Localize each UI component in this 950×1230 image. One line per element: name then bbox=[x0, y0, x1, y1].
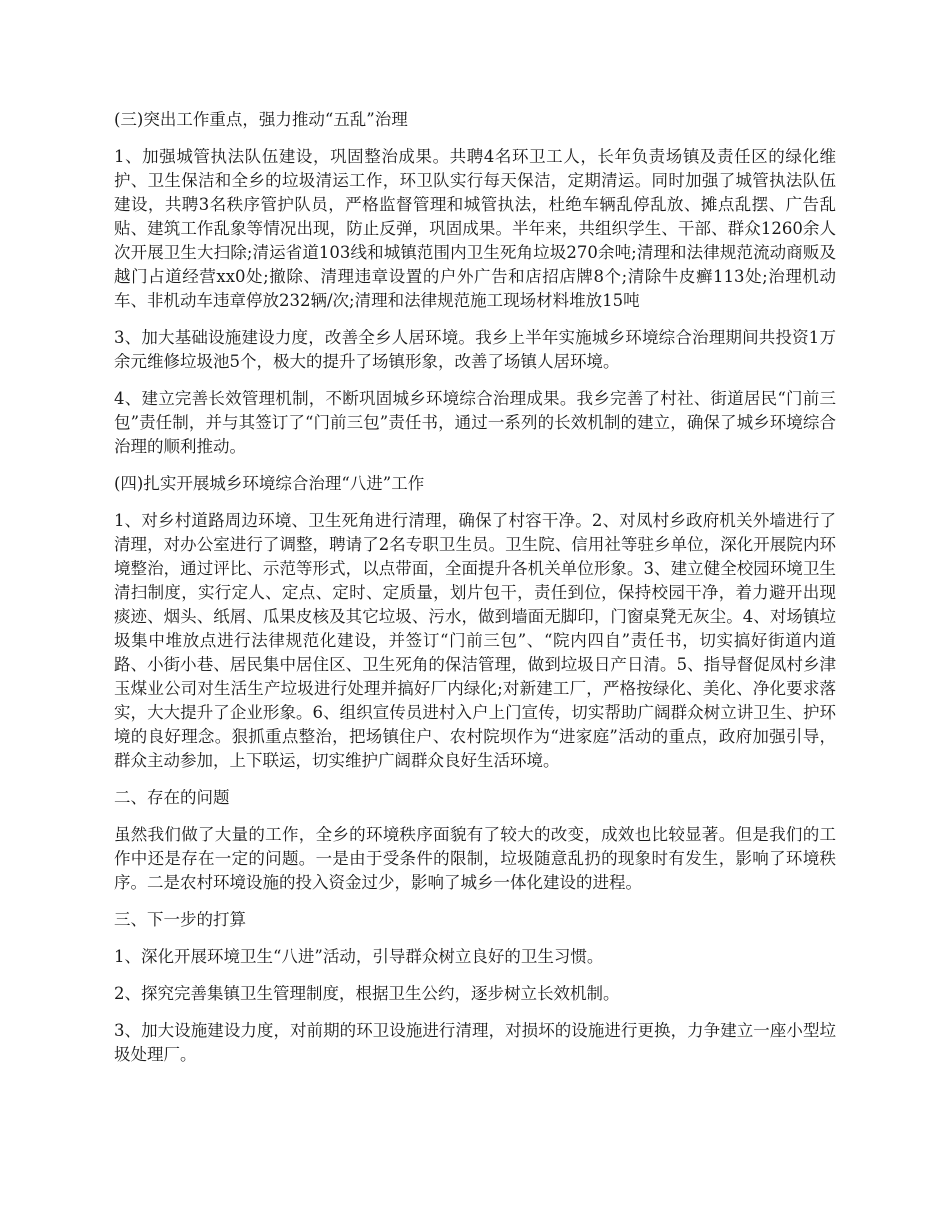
paragraph-next-step-2: 2、探究完善集镇卫生管理制度，根据卫生公约，逐步树立长效机制。 bbox=[114, 984, 620, 1003]
paragraph-infrastructure: 3、加大基础设施建设力度，改善全乡人居环境。我乡上半年实施城乡环境综合治理期间共投资1万余元维修垃圾池5个，极大的提升了场镇形象，改善了场镇人居环境。 bbox=[114, 328, 836, 371]
paragraph-eight-entries-details: 1、对乡村道路周边环境、卫生死角进行清理，确保了村容干净。2、对凤村乡政府机关外墙进行了清理，对办公室进行了调整，聘请了2名专职卫生员。卫生院、信用社等驻乡单位，深化开展院内环境整治，通过评比、示范等形式，以点带面，全面提升各机关单位形象。3、建立健全校园环境卫生清扫制度，实行定人、定点、定时、定质量，划片包干，责任到位，保持校园干净，着力避开出现痰迹、烟头、纸屑、瓜果皮核及其它垃圾、污水，做到墙面无脚印，门窗桌凳无灰尘。4、对场镇垃圾集中堆放点进行法律规范化建设，并签订“门前三包”、“院内四自”责任书，切实搞好街道内道路、小街小巷、居民集中居住区、卫生死角的保洁管理，做到垃圾日产日清。5、指导督促凤村乡津玉煤业公司对生活生产垃圾进行处理并搞好厂内绿化;对新建工厂，严格按绿化、美化、净化要求落实，大大提升了企业形象。6、组织宣传员进村入户上门宣传，切实帮助广阔群众树立讲卫生、护环境的良好理念。狠抓重点整治，把场镇住户、农村院坝作为“进家庭”活动的重点，政府加强引导，群众主动参加，上下联运，切实维护广阔群众良好生活环境。 bbox=[114, 511, 836, 770]
document-body bbox=[114, 108, 836, 1080]
section-heading-five-chaos: (三)突出工作重点，强力推动“五乱”治理 bbox=[114, 110, 408, 129]
paragraph-next-step-1: 1、深化开展环境卫生“八进”活动，引导群众树立良好的卫生习惯。 bbox=[114, 947, 604, 966]
section-heading-next-steps: 三、下一步的打算 bbox=[114, 910, 246, 929]
section-heading-problems: 二、存在的问题 bbox=[114, 788, 230, 807]
paragraph-long-term-mechanism: 4、建立完善长效管理机制，不断巩固城乡环境综合治理成果。我乡完善了村社、街道居民“门前三包”责任制，并与其签订了“门前三包”责任书，通过一系列的长效机制的建立，确保了城乡环境综合治理的顺利推动。 bbox=[114, 389, 836, 456]
paragraph-problems: 虽然我们做了大量的工作，全乡的环境秩序面貌有了较大的改变，成效也比较显著。但是我们的工作中还是存在一定的问题。一是由于受条件的限制，垃圾随意乱扔的现象时有发生，影响了环境秩序。二是农村环境设施的投入资金过少，影响了城乡一体化建设的进程。 bbox=[114, 825, 836, 892]
paragraph-enforcement-team: 1、加强城管执法队伍建设，巩固整治成果。共聘4名环卫工人，长年负责场镇及责任区的绿化维护、卫生保洁和全乡的垃圾清运工作，环卫队实行每天保洁，定期清运。同时加强了城管执法队伍建设，共聘3名秩序管护队员，严格监督管理和城管执法，杜绝车辆乱停乱放、摊点乱摆、广告乱贴、建筑工作乱象等情况出现，防止反弹，巩固成果。半年来，共组织学生、干部、群众1260余人次开展卫生大扫除;清运省道103线和城镇范围内卫生死角垃圾270余吨;清理和法律规范流动商贩及越门占道经营xx0处;撤除、清理违章设置的户外广告和店招店牌8个;清除牛皮癣113处;治理机动车、非机动车违章停放232辆/次;清理和法律规范施工现场材料堆放15吨 bbox=[114, 147, 836, 310]
paragraph-next-step-3: 3、加大设施建设力度，对前期的环卫设施进行清理，对损坏的设施进行更换，力争建立一座小型垃圾处理厂。 bbox=[114, 1021, 836, 1064]
section-heading-eight-entries: (四)扎实开展城乡环境综合治理“八进”工作 bbox=[114, 474, 425, 493]
